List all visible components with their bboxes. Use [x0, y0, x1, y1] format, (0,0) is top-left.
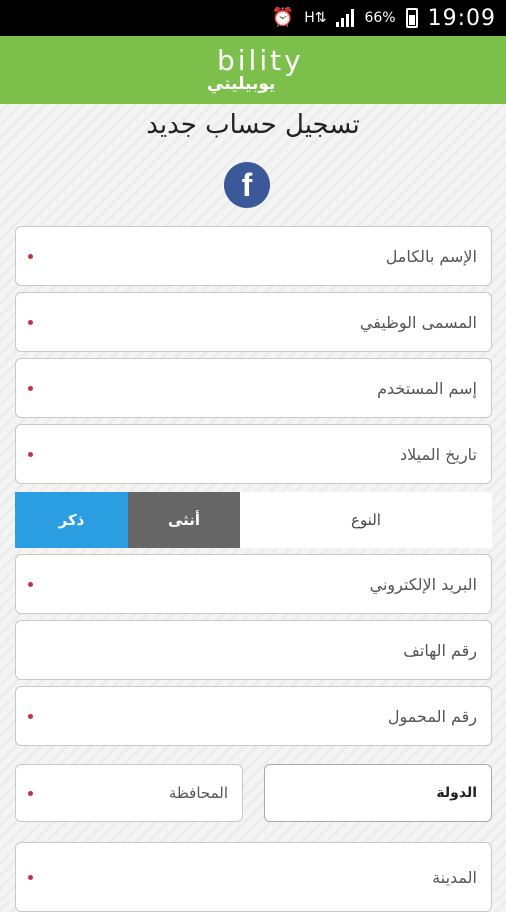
network-h-icon: H⇅: [304, 10, 327, 26]
facebook-icon: f: [241, 166, 253, 203]
governorate-placeholder: المحافظة: [168, 784, 228, 802]
email-field[interactable]: [15, 554, 492, 614]
required-dot-icon: [28, 714, 33, 719]
required-dot-icon: [28, 320, 33, 325]
job-title-field[interactable]: [15, 292, 492, 352]
facebook-login-button[interactable]: [224, 162, 270, 208]
battery-icon: [406, 8, 418, 28]
signal-icon: [336, 9, 354, 27]
alarm-icon: ⏰: [271, 7, 295, 28]
phone-field[interactable]: [15, 620, 492, 680]
status-bar: [0, 0, 506, 36]
governorate-field[interactable]: [15, 764, 243, 822]
app-header: [0, 36, 506, 104]
phone-placeholder: رقم الهاتف: [403, 640, 477, 660]
gender-female-button[interactable]: أنثى: [128, 492, 240, 548]
required-dot-icon: [28, 582, 33, 587]
required-dot-icon: [28, 791, 33, 796]
battery-percent: 66%: [364, 10, 396, 26]
birth-date-placeholder: تاريخ الميلاد: [400, 444, 477, 464]
page-title: تسجيل حساب جديد: [146, 110, 360, 140]
city-placeholder: المدينة: [432, 867, 477, 887]
mobile-field[interactable]: [15, 686, 492, 746]
city-field[interactable]: [15, 842, 492, 912]
gender-selector: [15, 492, 492, 548]
username-field[interactable]: [15, 358, 492, 418]
full-name-field[interactable]: [15, 226, 492, 286]
app-logo: [203, 40, 303, 100]
logo-arabic-text: يوبيليتي: [207, 74, 276, 94]
job-title-placeholder: المسمى الوظيفي: [359, 312, 477, 332]
required-dot-icon: [28, 386, 33, 391]
birth-date-field[interactable]: [15, 424, 492, 484]
required-dot-icon: [28, 254, 33, 259]
username-placeholder: إسم المستخدم: [377, 378, 477, 398]
required-dot-icon: [28, 452, 33, 457]
gender-label: النوع: [351, 511, 381, 529]
country-select[interactable]: [264, 764, 492, 822]
country-label: الدولة: [436, 785, 477, 801]
email-placeholder: البريد الإلكتروني: [369, 574, 477, 594]
required-dot-icon: [28, 875, 33, 880]
gender-male-button[interactable]: ذكر: [15, 492, 128, 548]
mobile-placeholder: رقم المحمول: [387, 706, 477, 726]
full-name-placeholder: الإسم بالكامل: [385, 246, 477, 266]
clock: 19:09: [427, 5, 496, 31]
logo-latin-text: bility: [217, 44, 304, 77]
